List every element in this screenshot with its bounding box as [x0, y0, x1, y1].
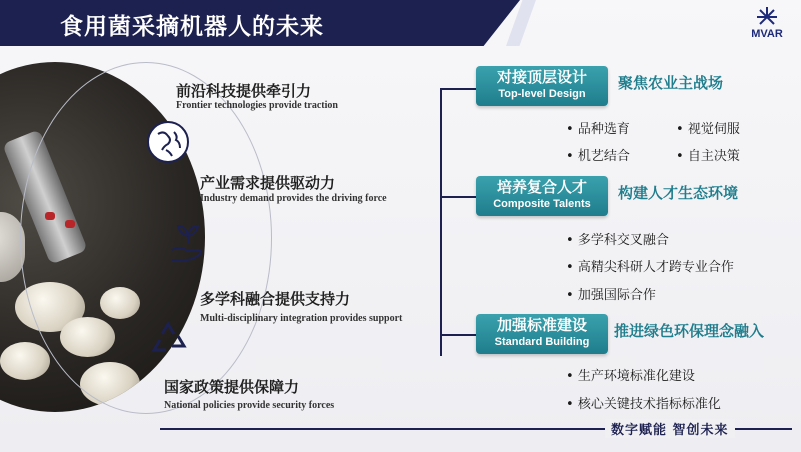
bullet-item: • 品种选育: [566, 122, 630, 137]
bullet-item: • 自主决策: [676, 149, 740, 164]
bracket-branch: [440, 88, 476, 90]
globe-icon: [146, 120, 190, 164]
pillar-box: [476, 176, 608, 216]
pillar-tag: 构建人才生态环境: [618, 184, 739, 202]
pillar-subtitle: Composite Talents: [493, 198, 591, 210]
driver-title: 国家政策提供保障力: [164, 378, 300, 396]
mushroom: [0, 342, 50, 380]
decorative-arc: [20, 62, 272, 414]
bracket-line: [440, 88, 442, 356]
footer-slogan: 数字赋能 智创未来: [605, 419, 735, 438]
driver-title: 前沿科技提供牵引力: [176, 82, 312, 100]
logo-text: MVAR: [751, 28, 783, 40]
page-title: 食用菌采摘机器人的未来: [60, 14, 324, 40]
driver-subtitle: Multi-disciplinary integration provides support: [200, 313, 403, 324]
pillar-subtitle: Standard Building: [494, 336, 590, 348]
bullet-item: • 生产环境标准化建设: [566, 369, 695, 384]
bullet-item: • 多学科交叉融合: [566, 233, 669, 248]
bracket-branch: [440, 196, 476, 198]
pillar-box: [476, 66, 608, 106]
bullet-item: • 机艺结合: [566, 149, 630, 164]
bullet-item: • 加强国际合作: [566, 288, 656, 303]
pillar-tag: 推进绿色环保理念融入: [614, 322, 765, 340]
bracket-branch: [440, 334, 476, 336]
driver-title: 多学科融合提供支持力: [200, 290, 351, 308]
bullet-item: • 高精尖科研人才跨专业合作: [566, 260, 734, 275]
driver-subtitle: Industry demand provides the driving force: [200, 193, 387, 204]
pillar-title: 培养复合人才: [496, 178, 587, 196]
driver-subtitle: National policies provide security forces: [164, 400, 335, 411]
bullet-item: • 视觉伺服: [676, 122, 740, 137]
driver-title: 产业需求提供驱动力: [200, 174, 336, 192]
recycle-icon: [148, 316, 192, 360]
plant-hand-icon: [166, 220, 210, 264]
bullet-item: • 核心关键技术指标标准化: [566, 397, 721, 412]
pillar-box: [476, 314, 608, 354]
pillar-subtitle: Top-level Design: [498, 88, 586, 100]
mvar-logo-icon: [756, 6, 778, 28]
driver-subtitle: Frontier technologies provide traction: [176, 100, 338, 111]
pillar-tag: 聚焦农业主战场: [618, 74, 724, 92]
pillar-title: 加强标准建设: [496, 316, 587, 334]
mvar-logo: [742, 6, 792, 46]
pillar-title: 对接顶层设计: [496, 68, 587, 86]
